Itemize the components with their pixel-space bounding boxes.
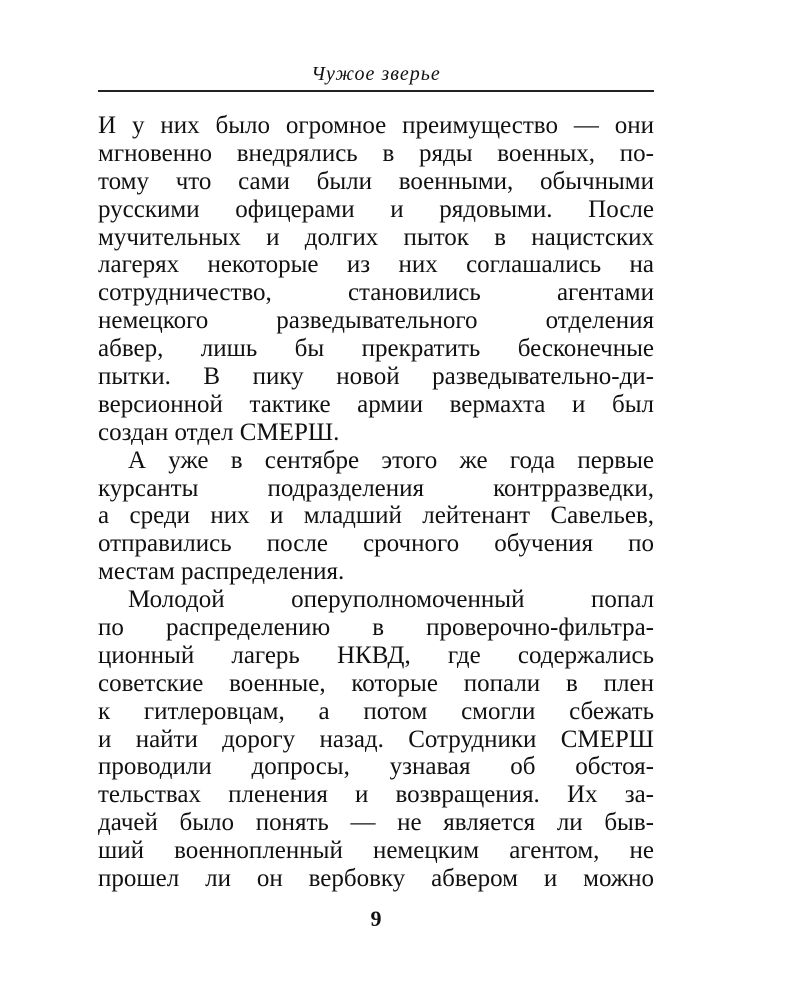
body-text [98,112,654,893]
text-line: тельствах пленения и возвращения. Их за- [98,781,654,809]
text-line: мгновенно внедрялись в ряды военных, по- [98,139,654,167]
text-line: Молодой оперуполномоченный попал [128,586,654,614]
text-line: дачей было понять — не является ли быв- [98,809,654,837]
text-line: к гитлеровцам, а потом смогли сбежать [98,697,654,725]
running-title: Чужое зверье [311,63,441,85]
text-line: а среди них и младший лейтенант Савельев, [98,502,654,530]
text-line: пытки. В пику новой разведывательно-ди- [98,363,654,391]
text-line: курсанты подразделения контрразведки, [98,474,654,502]
text-line: мучительных и долгих пыток в нацистских [98,223,654,251]
text-line: создан отдел СМЕРШ. [98,418,340,446]
text-line: по распределению в проверочно-фильтра- [98,614,654,642]
text-line: немецкого разведывательного отделения [98,307,654,335]
text-line: сотрудничество, становились агентами [98,279,654,307]
text-line: отправились после срочного обучения по [98,530,654,558]
page-number: 9 [370,906,382,931]
text-line: и найти дорогу назад. Сотрудники СМЕРШ [98,725,654,753]
text-line: прошел ли он вербовку абвером и можно [98,865,654,893]
text-line: советские военные, которые попали в плен [98,669,654,697]
text-line: абвер, лишь бы прекратить бесконечные [98,335,654,363]
text-line: местам распределения. [98,558,345,586]
text-line: русскими офицерами и рядовыми. После [98,195,654,223]
text-line: версионной тактике армии вермахта и был [98,390,654,418]
text-line: И у них было огромное преимущество — они [98,112,654,139]
text-line: проводили допросы, узнавая об обстоя- [98,753,654,781]
text-line: А уже в сентябре этого же года первые [128,446,654,474]
text-line: лагерях некоторые из них соглашались на [98,251,654,279]
text-line: ший военнопленный немецким агентом, не [98,837,654,865]
header-rule [98,90,654,92]
text-line: ционный лагерь НКВД, где содержались [98,641,654,669]
text-line: тому что сами были военными, обычными [98,167,654,195]
